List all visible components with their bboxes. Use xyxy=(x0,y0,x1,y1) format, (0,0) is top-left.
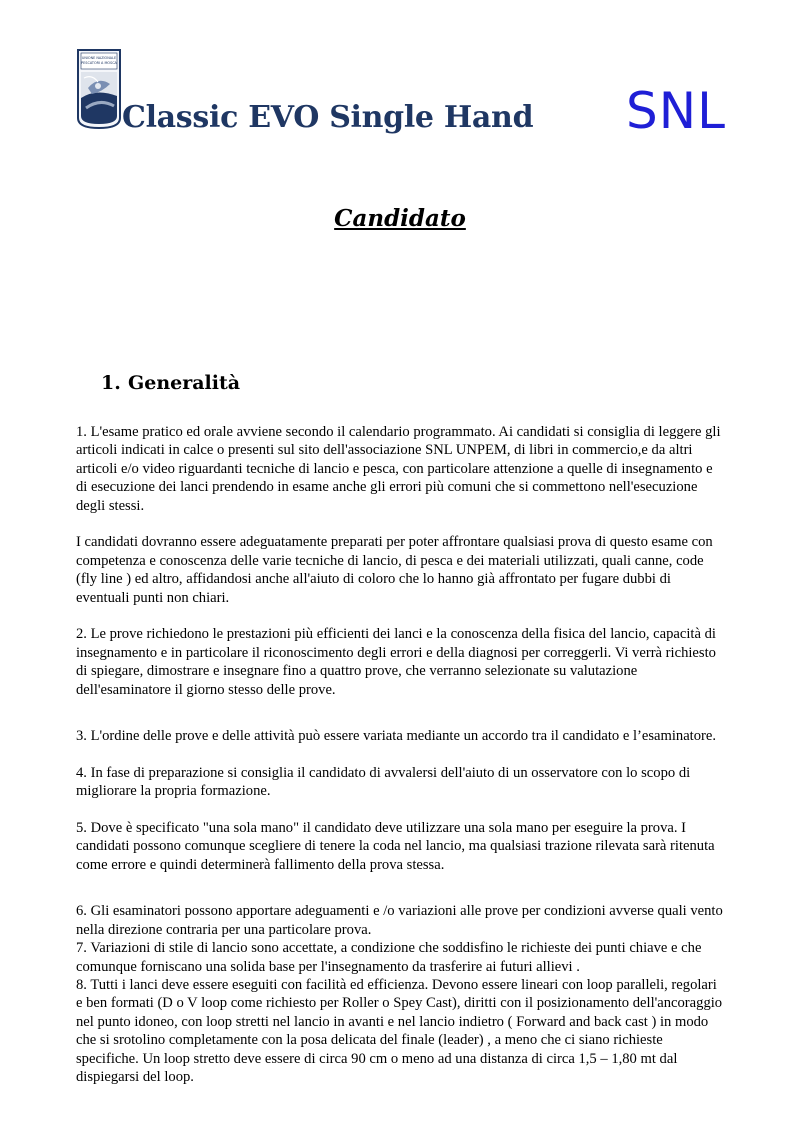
body-text xyxy=(76,423,726,1086)
section-title: Generalità xyxy=(128,372,241,394)
section-heading xyxy=(101,372,240,394)
paragraph: 3. L'ordine delle prove e delle attività può essere variata mediante un accordo tra il candidato e l’esaminatore. xyxy=(76,728,717,745)
paragraph: 5. Dove è specificato "una sola mano" il candidato deve utilizzare una sola mano per eseguire la prova. I candidati possono comunque scegliere di tenere la coda nel lancio, ma qualsiasi trazione rilevata sarà ritenuta come errore e quindi determinerà fallimento della prova stessa. xyxy=(76,820,715,873)
paragraph: 4. In fase di preparazione si consiglia il candidato di avvalersi dell'aiuto di un osservatore con lo scopo di migliorare la propria formazione. xyxy=(76,764,691,800)
paragraph: 2. Le prove richiedono le prestazioni più efficienti dei lanci e la conoscenza della fisica del lancio, capacità di insegnamento e in particolare il riconoscimento degli errori e della diagnosi per correggerli. Vi verrà richiesto di spiegare, dimostrare e insegnare fino a quattro prove, che verranno selezionate su valutazione dell'esaminatore il giorno stesso delle prove. xyxy=(76,626,716,698)
paragraph: 6. Gli esaminatori possono apportare adeguamenti e /o variazioni alle prove per condizioni avverse quali vento nella direzione contraria per una particolare prova. xyxy=(76,903,723,938)
brand-text: SNL xyxy=(626,82,726,140)
document-subtitle: Candidato xyxy=(334,205,466,232)
paragraph: 7. Variazioni di stile di lancio sono accettate, a condizione che soddisfino le richieste dei punti chiave e che comunque forniscano una solida base per l'insegnamento da trasferire ai futuri allievi . xyxy=(76,940,702,975)
logo-text-line1: UNIONE NAZIONALE xyxy=(81,56,117,60)
paragraph: 1. L'esame pratico ed orale avviene secondo il calendario programmato. Ai candidati si consiglia di leggere gli articoli indicati in calce o presenti sul sito dell'associazione SNL UNPEM, di libri in commercio,e da altri articoli e/o video riguardanti tecniche di lancio e pesca, con particolare attenzione a quelle di insegnamento e di esecuzione dei lanci prendendo in esame anche gli errori più comuni che si commettono nell'esecuzione degli stessi. xyxy=(76,424,721,514)
section-number: 1. xyxy=(101,372,121,394)
document-title: Classic EVO Single Hand xyxy=(122,100,534,135)
paragraph: I candidati dovranno essere adeguatamente preparati per poter affrontare qualsiasi prova di questo esame con competenza e conoscenza delle varie tecniche di lancio, di pesca e dei materiali utilizzati, quali canne, code (fly line ) ed altro, affidandosi anche all'aiuto di coloro che lo hanno già affrontato per fugare dubbi di eventuali punti non chiari. xyxy=(76,534,713,606)
paragraph: 8. Tutti i lanci deve essere eseguiti con facilità ed efficienza. Devono essere lineari con loop paralleli, regolari e ben formati (D o V loop come richiesto per Roller o Spey Cast), diritti con il posizionamento dell'ancoraggio nel punto idoneo, con loop stretti nel lancio in avanti e nel lancio indietro ( Forward and back cast ) in modo che si srotolino completamente con la posa delicata del finale (leader) , a meno che ci siano richieste specifiche. Un loop stretto deve essere di circa 90 cm o meno ad una distanza di circa 1,5 – 1,80 mt dal dispiegarsi del loop. xyxy=(76,976,723,1085)
logo-text-line2: PESCATORI A MOSCA xyxy=(81,61,117,65)
unpem-logo-icon xyxy=(76,48,122,130)
